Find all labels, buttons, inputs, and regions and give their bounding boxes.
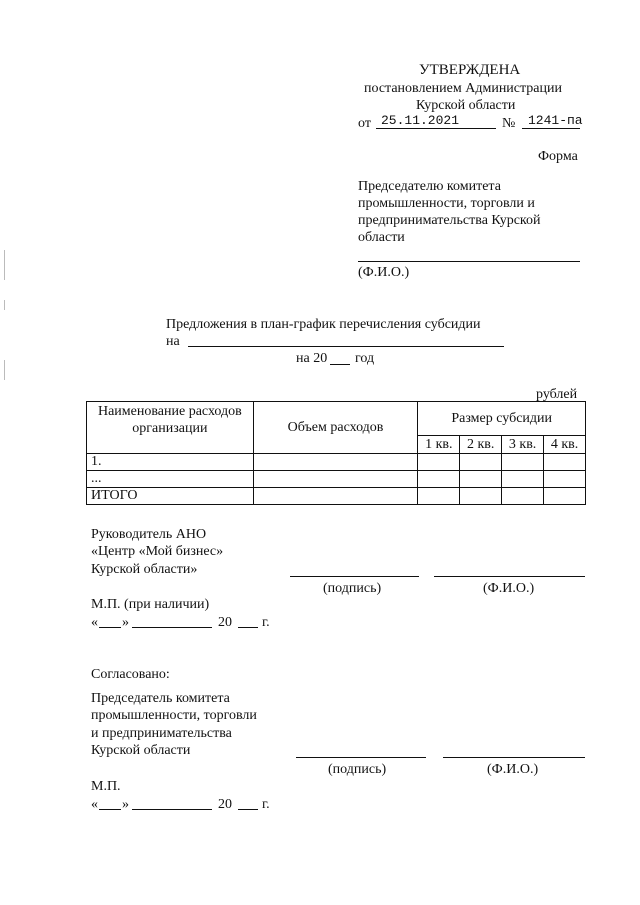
agreed-year-prefix: 20 bbox=[218, 797, 232, 812]
agreed-fio-line bbox=[443, 757, 585, 758]
table-header-row bbox=[87, 402, 586, 436]
quarter-3-header: 3 кв. bbox=[502, 436, 544, 454]
head-year-line bbox=[238, 627, 258, 628]
approval-number-line bbox=[522, 128, 580, 129]
agreed-year-line bbox=[238, 809, 258, 810]
approval-number: 1241-па bbox=[528, 113, 583, 128]
head-fio-label: (Ф.И.О.) bbox=[483, 581, 535, 596]
approval-line-1: постановлением Администрации bbox=[364, 81, 562, 96]
agreed-date-month-line bbox=[132, 809, 212, 810]
addressee-line-3: предпринимательства Курской bbox=[358, 213, 541, 228]
approval-line-2: Курской области bbox=[416, 98, 516, 113]
subsidy-table bbox=[86, 401, 586, 505]
head-fio-line bbox=[434, 576, 585, 577]
table-cell bbox=[502, 488, 544, 505]
scan-edge-mark bbox=[4, 250, 5, 280]
heading-line-1: Предложения в план-график перечисления субсидии bbox=[166, 317, 481, 332]
agreed-date-open: « bbox=[91, 797, 98, 812]
table-cell bbox=[544, 471, 586, 488]
heading-line-3-suffix: год bbox=[355, 351, 375, 366]
heading-line-3-prefix: на 20 bbox=[296, 351, 328, 366]
scan-edge-mark bbox=[4, 360, 5, 380]
agreed-line-1: Председатель комитета bbox=[91, 691, 230, 706]
agreed-stamp: М.П. bbox=[91, 779, 121, 794]
head-line-3: Курской области» bbox=[91, 562, 198, 577]
table-cell bbox=[502, 471, 544, 488]
table-cell bbox=[418, 454, 460, 471]
agreed-line-4: Курской области bbox=[91, 743, 191, 758]
head-line-2: «Центр «Мой бизнес» bbox=[91, 544, 224, 559]
quarter-1-header: 1 кв. bbox=[418, 436, 460, 454]
heading-year-line bbox=[330, 364, 350, 365]
addressee-line-2: промышленности, торговли и bbox=[358, 196, 535, 211]
table-cell bbox=[460, 488, 502, 505]
approval-date-prefix: от bbox=[358, 116, 371, 131]
table-cell bbox=[418, 488, 460, 505]
row-label: ИТОГО bbox=[87, 488, 254, 505]
table-row-total bbox=[87, 488, 586, 505]
heading-recipient-line bbox=[188, 346, 504, 347]
agreed-signature-label: (подпись) bbox=[328, 762, 387, 777]
head-date-open: « bbox=[91, 615, 98, 630]
approval-date-line bbox=[376, 128, 496, 129]
table-cell bbox=[544, 454, 586, 471]
table-cell bbox=[418, 471, 460, 488]
quarter-4-header: 4 кв. bbox=[544, 436, 586, 454]
addressee-fio-line bbox=[358, 261, 580, 262]
addressee-line-1: Председателю комитета bbox=[358, 179, 501, 194]
agreed-date-close: » bbox=[122, 797, 129, 812]
heading-line-2-prefix: на bbox=[166, 334, 180, 349]
form-label: Форма bbox=[538, 149, 578, 164]
agreed-signature-line bbox=[296, 757, 426, 758]
table-cell bbox=[502, 454, 544, 471]
addressee-fio-label: (Ф.И.О.) bbox=[358, 265, 410, 280]
row-label: ... bbox=[87, 471, 254, 488]
row-label: 1. bbox=[87, 454, 254, 471]
table-cell bbox=[253, 454, 418, 471]
head-line-1: Руководитель АНО bbox=[91, 527, 207, 542]
agreed-fio-label: (Ф.И.О.) bbox=[487, 762, 539, 777]
head-signature-line bbox=[290, 576, 419, 577]
table-row bbox=[87, 471, 586, 488]
units-label: рублей bbox=[536, 387, 578, 402]
col-subsidy-header: Размер субсидии bbox=[418, 402, 586, 436]
head-year-suffix: г. bbox=[262, 615, 270, 630]
head-stamp: М.П. (при наличии) bbox=[91, 597, 210, 612]
scan-edge-mark bbox=[4, 300, 5, 310]
head-date-close: » bbox=[122, 615, 129, 630]
head-signature-label: (подпись) bbox=[323, 581, 382, 596]
agreed-label: Согласовано: bbox=[91, 667, 170, 682]
approval-title: УТВЕРЖДЕНА bbox=[419, 62, 521, 78]
table-cell bbox=[544, 488, 586, 505]
table-row bbox=[87, 454, 586, 471]
agreed-date-day-line bbox=[99, 809, 121, 810]
table-cell bbox=[460, 454, 502, 471]
head-date-day-line bbox=[99, 627, 121, 628]
table-cell bbox=[253, 471, 418, 488]
table-cell bbox=[460, 471, 502, 488]
quarter-2-header: 2 кв. bbox=[460, 436, 502, 454]
agreed-line-3: и предпринимательства bbox=[91, 726, 232, 741]
head-date-month-line bbox=[132, 627, 212, 628]
approval-date: 25.11.2021 bbox=[381, 113, 460, 128]
head-year-prefix: 20 bbox=[218, 615, 232, 630]
table-cell bbox=[253, 488, 418, 505]
addressee-line-4: области bbox=[358, 230, 405, 245]
approval-number-prefix: № bbox=[502, 116, 516, 131]
col-volume-header: Объем расходов bbox=[253, 402, 418, 454]
col-name-header: Наименование расходов организации bbox=[87, 402, 254, 454]
agreed-year-suffix: г. bbox=[262, 797, 270, 812]
agreed-line-2: промышленности, торговли bbox=[91, 708, 257, 723]
